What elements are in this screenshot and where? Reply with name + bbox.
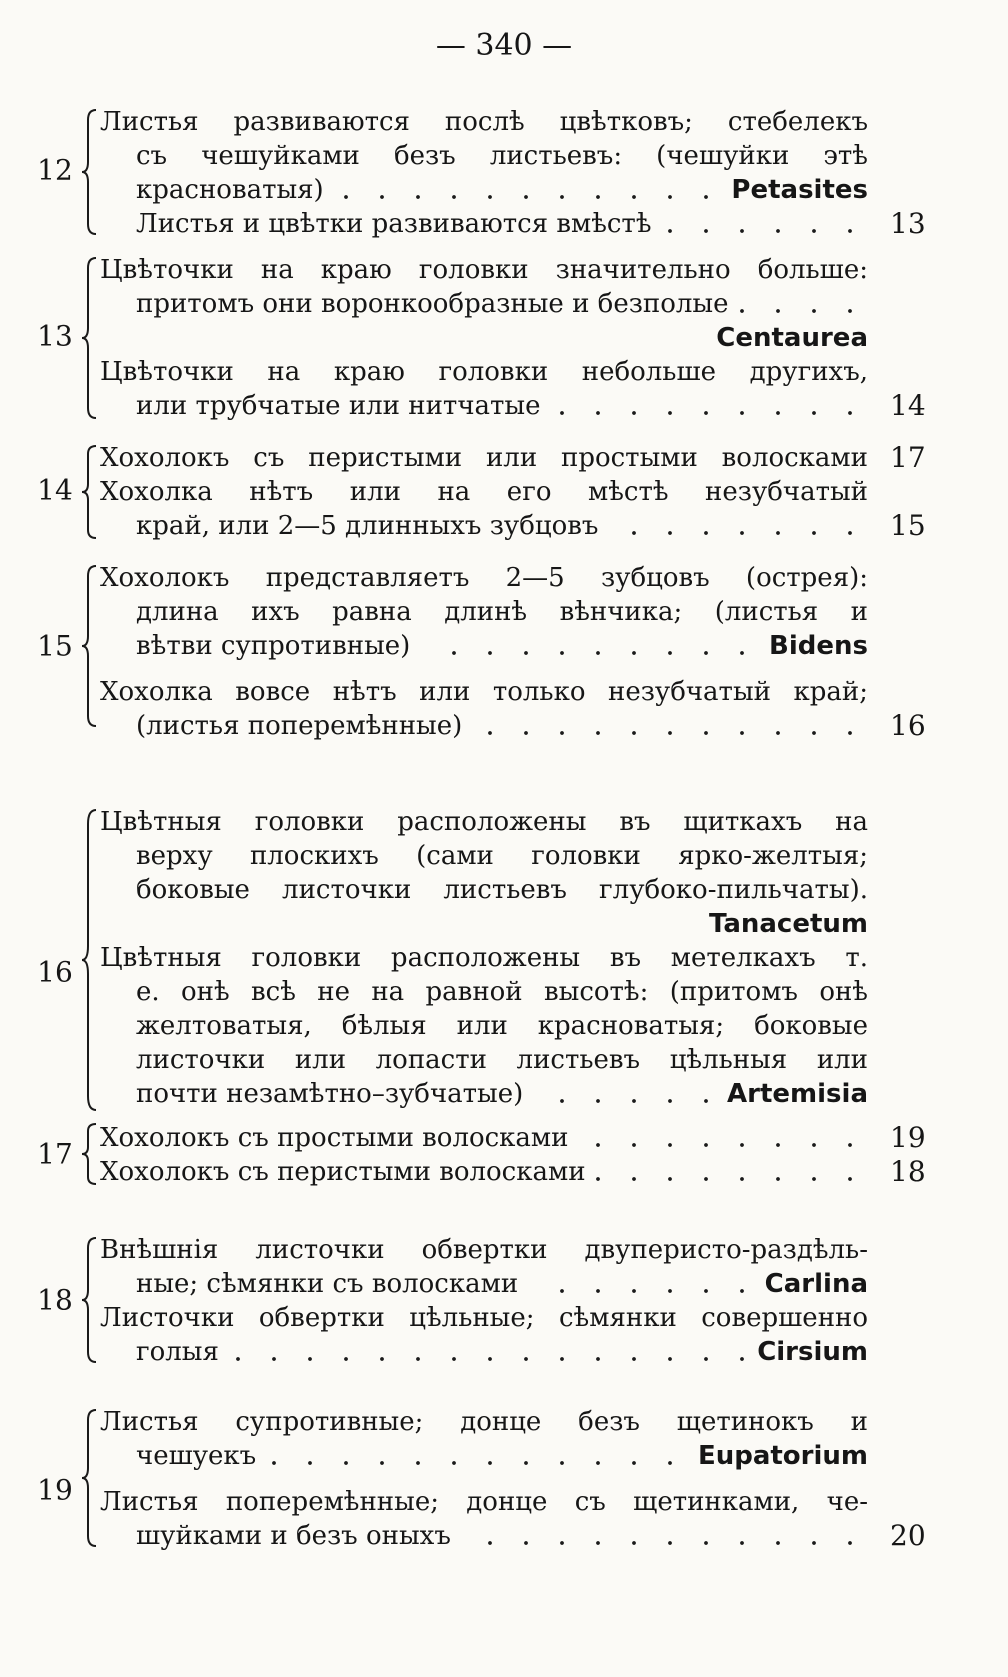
key-line: Листья развиваются послѣ цвѣтковъ; стебелекъ	[100, 107, 868, 137]
key-line: или трубчатые или нитчатые	[136, 388, 868, 424]
key-line: желтоватыя, бѣлыя или красноватыя; боковые	[136, 1011, 868, 1041]
couplet-reference: 18	[890, 1155, 926, 1188]
genus-name: Carlina	[755, 1266, 868, 1302]
couplet-number: 16	[37, 955, 73, 989]
key-line: Цвѣтныя головки расположены въ щиткахъ на	[100, 807, 868, 837]
key-line: Листья поперемѣнные; донце съ щетинками, че-	[100, 1487, 868, 1517]
brace	[82, 1238, 98, 1362]
key-line: красноватыя) Petasites	[136, 172, 868, 208]
key-line: Листья супротивные; донце безъ щетинокъ и	[100, 1407, 868, 1437]
key-line: притомъ они воронкообразные и безполые	[136, 286, 868, 322]
brace	[82, 446, 98, 538]
couplet-reference: 14	[890, 389, 926, 422]
couplet-number: 18	[37, 1283, 73, 1317]
couplet-number: 17	[37, 1137, 73, 1171]
couplet-number: 13	[37, 319, 73, 353]
key-line: Цвѣточки на краю головки значительно больше:	[100, 255, 868, 285]
couplet-number: 14	[37, 473, 73, 507]
key-line: Хохолокъ представляетъ 2—5 зубцовъ (острея):	[100, 563, 868, 593]
key-line: ные; сѣмянки съ волосками Carlina	[136, 1266, 868, 1302]
brace	[82, 810, 98, 1110]
key-line: шуйками и безъ оныхъ	[136, 1518, 868, 1554]
couplet-reference: 19	[890, 1121, 926, 1154]
key-line: Листья и цвѣтки развиваются вмѣстѣ	[136, 206, 868, 242]
key-line: чешуекъ Eupatorium	[136, 1438, 868, 1474]
key-line: край, или 2—5 длинныхъ зубцовъ	[136, 508, 868, 544]
genus-name: Centaurea	[706, 320, 868, 356]
genus-name: Bidens	[759, 628, 868, 664]
brace	[82, 110, 98, 234]
couplet-reference: 17	[890, 441, 926, 474]
key-line: верху плоскихъ (сами головки ярко-желтыя;	[136, 841, 868, 871]
couplet-reference: 20	[890, 1519, 926, 1552]
key-line: Хохолка вовсе нѣтъ или только незубчатый край;	[100, 677, 868, 707]
key-line: почти незамѣтно–зубчатые) Artemisia	[136, 1076, 868, 1112]
brace	[82, 1410, 98, 1546]
key-line: боковые листочки листьевъ глубоко-пильчаты).	[136, 875, 868, 905]
key-line: вѣтви супротивные) Bidens	[136, 628, 868, 664]
key-line	[136, 320, 868, 356]
brace	[82, 258, 98, 418]
key-line: голыя Cirsium	[136, 1334, 868, 1370]
genus-name: Petasites	[721, 172, 868, 208]
brace	[82, 1124, 98, 1184]
key-line: Хохолокъ съ простыми волосками	[100, 1120, 868, 1156]
couplet-reference: 13	[890, 207, 926, 240]
brace	[82, 566, 98, 726]
genus-name: Artemisia	[717, 1076, 868, 1112]
key-line: Цвѣтныя головки расположены въ метелкахъ т.	[100, 943, 868, 973]
key-line: (листья поперемѣнные)	[136, 708, 868, 744]
couplet-reference: 16	[890, 709, 926, 742]
key-line	[136, 906, 868, 942]
key-line: Листочки обвертки цѣльные; сѣмянки совершенно	[100, 1303, 868, 1333]
couplet-number: 15	[37, 629, 73, 663]
page-number: — 340 —	[435, 28, 573, 63]
key-line: Цвѣточки на краю головки небольше другихъ,	[100, 357, 868, 387]
key-line: Хохолка нѣтъ или на его мѣстѣ незубчатый	[100, 477, 868, 507]
couplet-number: 12	[37, 153, 73, 187]
key-line: е. онѣ всѣ не на равной высотѣ: (притомъ онѣ	[136, 977, 868, 1007]
key-line: длина ихъ равна длинѣ вѣнчика; (листья и	[136, 597, 868, 627]
key-line: Хохолокъ съ перистыми волосками	[100, 1154, 868, 1190]
couplet-reference: 15	[890, 509, 926, 542]
key-line: съ чешуйками безъ листьевъ: (чешуйки этѣ	[136, 141, 868, 171]
couplet-number: 19	[37, 1473, 73, 1507]
genus-name: Eupatorium	[688, 1438, 868, 1474]
key-line: Внѣшнія листочки обвертки двуперисто-раздѣль-	[100, 1235, 868, 1265]
genus-name: Cirsium	[747, 1334, 868, 1370]
genus-name: Tanacetum	[699, 906, 868, 942]
key-line: листочки или лопасти листьевъ цѣльныя или	[136, 1045, 868, 1075]
key-line: Хохолокъ съ перистыми или простыми волосками	[100, 443, 868, 473]
